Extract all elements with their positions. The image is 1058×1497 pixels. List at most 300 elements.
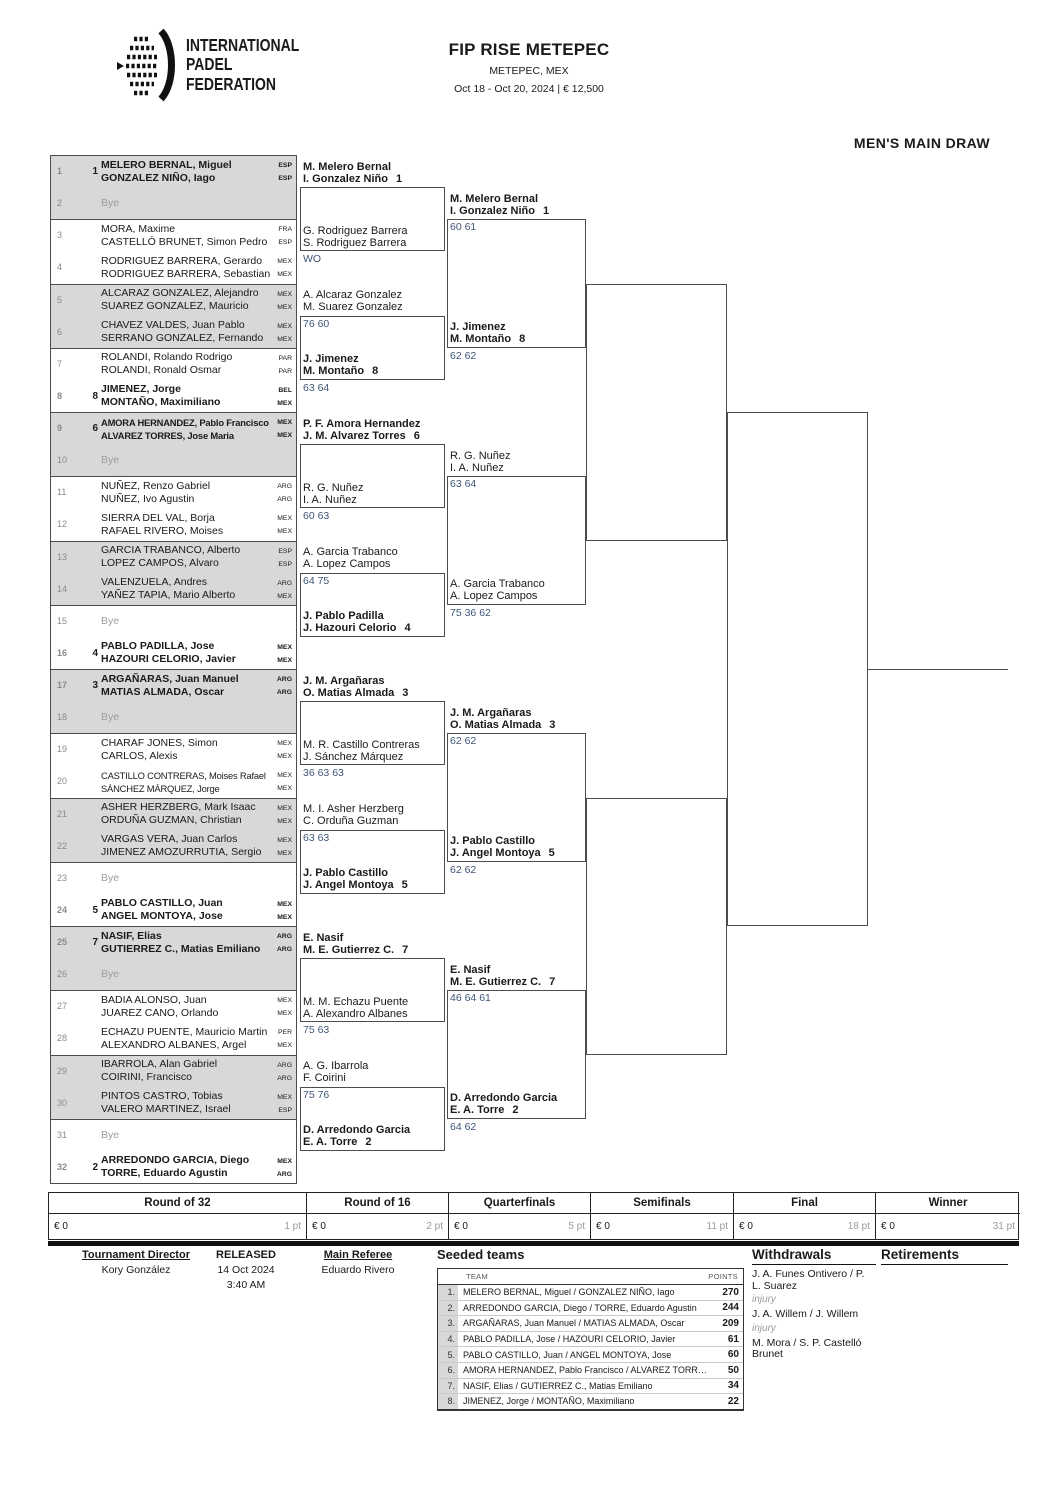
prize-value: € 0: [54, 1221, 68, 1232]
player-name: RODRIGUEZ BARRERA, Sebastian: [101, 267, 271, 280]
seed-number: 1: [395, 172, 403, 185]
r16-match-box: [300, 316, 445, 380]
points-value: 5 pt: [568, 1221, 585, 1232]
prize-value: € 0: [881, 1221, 895, 1232]
r32-team-slot: [51, 1152, 296, 1184]
r16-winner-slot: [303, 418, 442, 442]
released-time: 3:40 AM: [226, 1279, 266, 1291]
seed-number: 2: [92, 1161, 98, 1173]
row-number: 31: [57, 1129, 68, 1140]
main-referee-label: Main Referee: [323, 1249, 393, 1261]
winner-name: R. G. Nuñez: [450, 449, 511, 462]
qf-match-box: [447, 476, 586, 605]
row-number: 26: [57, 969, 68, 980]
r32-team-slot: [51, 381, 296, 413]
r32-team-slot: [51, 863, 296, 895]
country-code: ARG: [277, 579, 292, 587]
r32-team-slot: [51, 1023, 296, 1055]
prize-value: € 0: [739, 1221, 753, 1232]
player-name: BADIA ALONSO, Juan: [101, 993, 207, 1006]
player-name: VALENZUELA, Andres: [101, 576, 208, 589]
player-name: JUAREZ CANO, Orlando: [101, 1006, 219, 1019]
main-referee-block: [308, 1249, 408, 1276]
r32-team-slot: [51, 1056, 296, 1088]
r32-match-box: [50, 862, 297, 926]
winner-name: P. F. Amora Hernandez: [303, 417, 421, 430]
player-name: JIMENEZ AMOZURRUTIA, Sergio: [101, 846, 262, 859]
seed-number: 7: [402, 943, 409, 956]
withdrawals-list: [752, 1269, 876, 1361]
winner-name: O. Matias Almada: [303, 686, 395, 699]
row-number: 32: [57, 1161, 68, 1172]
qf-winner-slot: [450, 707, 583, 731]
player-name: TORRE, Eduardo Agustin: [101, 1167, 228, 1180]
player-name: RODRIGUEZ BARRERA, Gerardo: [101, 254, 263, 267]
seeded-teams-title: Seeded teams: [437, 1247, 525, 1262]
r16-winner-slot: [303, 161, 442, 185]
r32-match-box: [50, 605, 297, 669]
seed-number: 5: [92, 904, 98, 916]
r16-match-score: 64 75: [303, 574, 330, 587]
seeded-team-names: MELERO BERNAL, Miguel / GONZALEZ NIÑO, Iago: [463, 1287, 675, 1298]
seeded-team-points: 244: [722, 1302, 739, 1314]
qf-match-score: 62 62: [450, 735, 477, 748]
row-number: 4: [57, 262, 63, 273]
seed-number: 3: [402, 686, 409, 699]
bye-label: Bye: [101, 454, 120, 467]
player-name: JIMENEZ, Jorge: [101, 383, 181, 396]
seeded-team-row: [438, 1378, 743, 1394]
seeded-team-names: ARREDONDO GARCIA, Diego / TORRE, Eduardo Agustin: [463, 1302, 697, 1313]
seed-number: 4: [404, 622, 411, 635]
seeded-team-points: 34: [727, 1380, 739, 1392]
player-name: PABLO PADILLA, Jose: [101, 640, 215, 653]
r32-team-slot: [51, 638, 296, 670]
withdrawals-title: Withdrawals: [752, 1247, 876, 1265]
r32-match-box: [50, 219, 297, 283]
seed-rank: 8.: [438, 1394, 458, 1409]
winner-name: J. Sánchez Márquez: [303, 750, 404, 763]
withdrawals-panel: [752, 1247, 876, 1361]
tournament-director-name: Kory González: [101, 1264, 171, 1276]
r32-team-slot: [51, 509, 296, 541]
r32-team-slot: [51, 1120, 296, 1152]
winner-name: E. Nasif: [303, 931, 344, 944]
winner-name: M. E. Gutierrez C.: [450, 975, 542, 988]
bye-label: Bye: [101, 711, 120, 724]
withdrawal-reason: injury: [752, 1322, 776, 1334]
r16-match-score: 63 64: [303, 381, 330, 394]
seeded-teams-table: [437, 1268, 744, 1411]
r32-team-slot: [51, 1088, 296, 1120]
country-code: ARG: [277, 1074, 292, 1082]
country-code: MEX: [277, 836, 292, 844]
r32-match-box: [50, 990, 297, 1054]
country-code: MEX: [277, 528, 292, 536]
r16-match-score: 60 63: [303, 510, 330, 523]
seeded-team-row: [438, 1285, 743, 1300]
player-name: ECHAZU PUENTE, Mauricio Martin: [101, 1025, 268, 1038]
r32-team-slot: [51, 156, 296, 188]
player-name: ROLANDI, Ronald Osmar: [101, 364, 222, 377]
r16-winner-slot: [303, 932, 442, 956]
seed-number: 2: [365, 1136, 372, 1149]
r16-match-box: [300, 1087, 445, 1151]
country-code: ESP: [278, 239, 292, 247]
winner-name: J. Jimenez: [450, 321, 506, 334]
released-date: 14 Oct 2024: [217, 1264, 275, 1276]
winner-name: J. M. Argañaras: [450, 706, 532, 719]
points-value: 31 pt: [992, 1221, 1015, 1232]
winner-name: G. Rodriguez Barrera: [303, 224, 408, 237]
winner-name: J. Pablo Padilla: [303, 610, 384, 623]
seeded-team-points: 61: [727, 1333, 739, 1345]
seed-number: 6: [413, 429, 420, 442]
r32-team-slot: [51, 542, 296, 574]
qf-match-box: [447, 990, 586, 1119]
seed-number: 7: [92, 937, 98, 948]
bye-label: Bye: [101, 871, 120, 884]
winner-name: M. M. Echazu Puente: [303, 995, 409, 1008]
seeded-team-names: ARGAÑARAS, Juan Manuel / MATIAS ALMADA, Oscar: [463, 1318, 685, 1329]
player-name: YAÑEZ TAPIA, Mario Alberto: [101, 589, 236, 602]
country-code: ARG: [277, 1061, 292, 1069]
seeded-team-row: [438, 1300, 743, 1316]
qf-match-score: 64 62: [450, 1120, 477, 1133]
country-code: MEX: [277, 804, 292, 812]
row-number: 23: [57, 872, 68, 883]
seed-number: 5: [401, 879, 408, 892]
winner-name: M. I. Asher Herzberg: [303, 803, 404, 816]
seed-rank: 3.: [438, 1316, 458, 1331]
seed-number: 2: [512, 1104, 519, 1117]
r32-match-box: [50, 1119, 297, 1183]
row-number: 5: [57, 294, 63, 305]
main-referee-name: Eduardo Rivero: [321, 1264, 395, 1276]
qf-match-score: 46 64 61: [450, 992, 491, 1005]
country-code: BEL: [278, 386, 292, 394]
player-name: ALVAREZ TORRES, Jose Maria: [101, 429, 234, 441]
country-code: MEX: [277, 817, 292, 825]
seed-number: 8: [372, 365, 379, 378]
country-code: PAR: [278, 354, 292, 362]
points-value: 2 pt: [426, 1221, 443, 1232]
r32-team-slot: [51, 799, 296, 831]
winner-name: J. Angel Montoya: [303, 879, 394, 892]
player-name: GONZALEZ NIÑO, Iago: [101, 171, 216, 184]
player-name: ROLANDI, Rolando Rodrigo: [101, 351, 233, 364]
winner-name: A. Alcaraz Gonzalez: [303, 289, 403, 302]
seed-rank: 2.: [438, 1301, 458, 1316]
logo-line: INTERNATIONAL: [186, 34, 300, 55]
country-code: MEX: [277, 740, 292, 748]
r32-team-slot: [51, 606, 296, 638]
seeded-team-row: [438, 1393, 743, 1409]
r16-match-box: [300, 830, 445, 894]
winner-name: O. Matias Almada: [450, 718, 542, 731]
player-name: AMORA HERNANDEZ, Pablo Francisco: [101, 417, 269, 428]
r32-team-slot: [51, 445, 296, 477]
country-code: MEX: [277, 271, 292, 279]
winner-name: C. Orduña Guzman: [303, 815, 399, 828]
r32-match-box: [50, 476, 297, 540]
r32-team-slot: [51, 734, 296, 766]
seed-rank: 4.: [438, 1332, 458, 1347]
withdrawal-team: J. A. Funes Ontivero / P. L. Suarez: [752, 1268, 865, 1292]
seed-number: 8: [92, 390, 98, 402]
r32-team-slot: [51, 766, 296, 798]
winner-name: E. A. Torre: [303, 1136, 358, 1149]
seed-number: 4: [92, 647, 98, 659]
player-name: CARLOS, Alexis: [101, 749, 178, 762]
r32-team-slot: [51, 477, 296, 509]
seed-number: 5: [548, 847, 555, 860]
points-value: 1 pt: [284, 1221, 301, 1232]
winner-name: J. Pablo Castillo: [303, 867, 388, 880]
r32-team-slot: [51, 220, 296, 252]
row-number: 11: [57, 487, 67, 498]
r32-match-box: [50, 155, 297, 219]
r32-team-slot: [51, 574, 296, 606]
winner-name: M. E. Gutierrez C.: [303, 943, 395, 956]
row-number: 29: [57, 1065, 68, 1076]
player-name: ANGEL MONTOYA, Jose: [101, 910, 223, 923]
seeded-team-points: 270: [722, 1286, 739, 1298]
r32-match-box: [50, 926, 297, 990]
seed-number: 1: [92, 166, 98, 177]
r16-match-score: 76 60: [303, 317, 330, 330]
country-code: MEX: [277, 913, 292, 921]
round-label: Quarterfinals: [449, 1193, 590, 1214]
r16-match-score: WO: [303, 253, 322, 266]
seeded-team-names: NASIF, Elias / GUTIERREZ C., Matias Emiliano: [463, 1380, 653, 1391]
seeded-team-points: 209: [722, 1317, 739, 1329]
prize-value: € 0: [596, 1221, 610, 1232]
seeded-team-names: JIMENEZ, Jorge / MONTAÑO, Maximiliano: [463, 1396, 635, 1407]
row-number: 12: [57, 519, 68, 530]
winner-name: J. M. Alvarez Torres: [303, 429, 406, 442]
points-column: [876, 1193, 1020, 1239]
r32-team-slot: [51, 991, 296, 1023]
seeded-team-row: [438, 1362, 743, 1378]
country-code: MEX: [277, 258, 292, 266]
player-name: NASIF, Elias: [101, 929, 162, 942]
country-code: MEX: [277, 290, 292, 298]
country-code: MEX: [277, 335, 292, 343]
qf-winner-slot: [450, 964, 583, 988]
points-column-header: POINTS: [708, 1272, 738, 1281]
released-label: RELEASED: [216, 1249, 276, 1261]
withdrawal-reason: injury: [752, 1294, 776, 1305]
country-code: ESP: [278, 1106, 292, 1114]
winner-name: J. Pablo Castillo: [450, 835, 535, 848]
r16-winner-slot: [303, 1060, 442, 1084]
country-code: MEX: [277, 322, 292, 330]
prize-value: € 0: [312, 1221, 326, 1232]
row-number: 7: [57, 358, 63, 369]
country-code: MEX: [277, 1042, 292, 1050]
player-name: NUÑEZ, Renzo Gabriel: [101, 479, 211, 492]
seeded-teams-header: [438, 1269, 743, 1285]
country-code: ARG: [276, 1170, 292, 1178]
r16-match-box: [300, 573, 445, 637]
country-code: ARG: [276, 676, 292, 683]
r32-team-slot: [51, 831, 296, 863]
row-number: 17: [57, 680, 68, 690]
round-label: Final: [734, 1193, 875, 1214]
row-number: 20: [57, 776, 68, 787]
country-code: FRA: [278, 226, 292, 234]
round-label: Semifinals: [591, 1193, 733, 1214]
player-name: CASTELLÓ BRUNET, Simon Pedro: [101, 235, 268, 248]
r16-winner-slot: [303, 675, 442, 699]
winner-name: R. G. Nuñez: [303, 481, 364, 494]
bye-label: Bye: [101, 197, 120, 210]
qf-match-score: 62 62: [450, 349, 477, 362]
points-column: [49, 1193, 307, 1239]
r16-match-box: [300, 701, 445, 765]
qf-match-box: [447, 219, 586, 348]
player-name: SERRANO GONZALEZ, Fernando: [101, 332, 264, 345]
country-code: PER: [278, 1029, 292, 1037]
player-name: COIRINI, Francisco: [101, 1071, 193, 1083]
seeded-team-row: [438, 1315, 743, 1331]
player-name: ARREDONDO GARCIA, Diego: [101, 1154, 250, 1167]
qf-match-score: 63 64: [450, 478, 477, 491]
seeded-team-points: 60: [727, 1349, 739, 1361]
seed-rank: 6.: [438, 1363, 458, 1378]
draw-title: MEN'S MAIN DRAW: [853, 135, 990, 151]
row-number: 22: [57, 840, 68, 851]
winner-name: M. Suarez Gonzalez: [303, 301, 403, 314]
player-name: SUAREZ GONZALEZ, Mauricio: [101, 300, 249, 312]
country-code: ARG: [276, 946, 292, 953]
points-column: [449, 1193, 591, 1239]
points-column: [734, 1193, 876, 1239]
country-code: PAR: [278, 367, 292, 375]
player-name: MORA, Maxime: [101, 222, 176, 235]
winner-name: M. R. Castillo Contreras: [303, 738, 420, 751]
player-name: IBARROLA, Alan Gabriel: [101, 1058, 218, 1070]
country-code: MEX: [277, 997, 292, 1005]
r32-team-slot: [51, 252, 296, 284]
logo-line: PADEL: [186, 54, 233, 75]
tournament-director-block: [66, 1249, 206, 1276]
player-name: NUÑEZ, Ivo Agustin: [101, 492, 195, 505]
seeded-team-row: [438, 1346, 743, 1362]
withdrawal-team: M. Mora / S. P. Castelló Brunet: [752, 1336, 862, 1360]
winner-name: I. A. Nuñez: [303, 493, 357, 506]
r32-team-slot: [51, 702, 296, 734]
seed-number: 3: [549, 718, 556, 731]
bye-label: Bye: [101, 1128, 120, 1141]
country-code: ARG: [277, 483, 292, 491]
qf-match-score: 60 61: [450, 221, 477, 234]
winner-name: J. Hazouri Celorio: [303, 622, 397, 635]
row-number: 10: [57, 455, 68, 466]
winner-name: J. Jimenez: [303, 353, 359, 366]
player-name: RAFAEL RIVERO, Moises: [101, 524, 224, 537]
row-number: 25: [57, 937, 68, 947]
row-number: 13: [57, 551, 68, 562]
country-code: MEX: [277, 419, 292, 426]
row-number: 2: [57, 198, 63, 209]
seeded-team-names: PABLO CASTILLO, Juan / ANGEL MONTOYA, Jose: [463, 1349, 672, 1360]
row-number: 24: [57, 904, 68, 915]
r32-team-slot: [51, 349, 296, 381]
row-number: 8: [57, 390, 63, 401]
player-name: CHARAF JONES, Simon: [101, 736, 218, 749]
country-code: ARG: [277, 496, 292, 504]
row-number: 1: [57, 166, 63, 176]
points-value: 18 pt: [847, 1221, 870, 1232]
winner-name: J. M. Argañaras: [303, 674, 385, 687]
r16-match-score: 36 63 63: [303, 767, 344, 780]
country-code: MEX: [277, 399, 292, 407]
country-code: MEX: [277, 432, 292, 439]
r16-match-box: [300, 958, 445, 1022]
r32-match-box: [50, 284, 297, 348]
r32-team-slot: [51, 188, 296, 220]
winner-name: A. Lopez Campos: [450, 590, 538, 603]
player-name: CASTILLO CONTRERAS, Moises Rafael: [101, 770, 266, 782]
player-name: PINTOS CASTRO, Tobias: [101, 1090, 223, 1103]
seed-rank: 1.: [438, 1285, 458, 1300]
tournament-location: METEPEC, MEX: [489, 65, 569, 77]
r16-winner-slot: [303, 289, 442, 313]
winner-name: I. Gonzalez Niño: [450, 204, 535, 217]
winner-name: M. Melero Bernal: [450, 192, 539, 205]
player-name: GARCIA TRABANCO, Alberto: [101, 544, 241, 556]
player-name: MELERO BERNAL, Miguel: [101, 158, 232, 171]
r16-match-box: [300, 444, 445, 508]
r16-match-score: 75 76: [303, 1088, 330, 1101]
round-label: Round of 16: [307, 1193, 448, 1214]
final-match-box: [727, 412, 868, 926]
r32-team-slot: [51, 317, 296, 349]
winner-name: A. Alexandro Albanes: [303, 1007, 408, 1020]
player-name: VARGAS VERA, Juan Carlos: [101, 833, 238, 846]
row-number: 28: [57, 1033, 68, 1044]
seed-rank: 5.: [438, 1347, 458, 1362]
winner-name: A. Lopez Campos: [303, 558, 391, 571]
tournament-title: FIP RISE METEPEC: [448, 40, 610, 59]
seed-number: 6: [92, 423, 98, 434]
prize-value: € 0: [454, 1221, 468, 1232]
retirements-title: Retirements: [881, 1247, 1008, 1265]
player-name: ARGAÑARAS, Juan Manuel: [101, 672, 239, 685]
winner-name: I. Gonzalez Niño: [303, 172, 388, 185]
country-code: ESP: [278, 175, 292, 182]
seeded-team-row: [438, 1331, 743, 1347]
r32-team-slot: [51, 895, 296, 927]
r32-team-slot: [51, 285, 296, 317]
bye-label: Bye: [101, 968, 120, 981]
winner-name: D. Arredondo Garcia: [450, 1092, 558, 1105]
r32-match-box: [50, 669, 297, 733]
r16-match-score: 63 63: [303, 831, 330, 844]
r16-match-box: [300, 187, 445, 251]
team-column-header: TEAM: [466, 1272, 489, 1281]
player-name: GUTIERREZ C., Matias Emiliano: [101, 942, 261, 955]
country-code: MEX: [277, 592, 292, 600]
winner-name: I. A. Nuñez: [450, 461, 504, 474]
player-name: MATIAS ALMADA, Oscar: [101, 685, 225, 698]
winner-name: M. Melero Bernal: [303, 160, 392, 173]
player-name: VALERO MARTINEZ, Israel: [101, 1103, 231, 1116]
qf-match-box: [447, 733, 586, 862]
country-code: ESP: [278, 560, 292, 568]
